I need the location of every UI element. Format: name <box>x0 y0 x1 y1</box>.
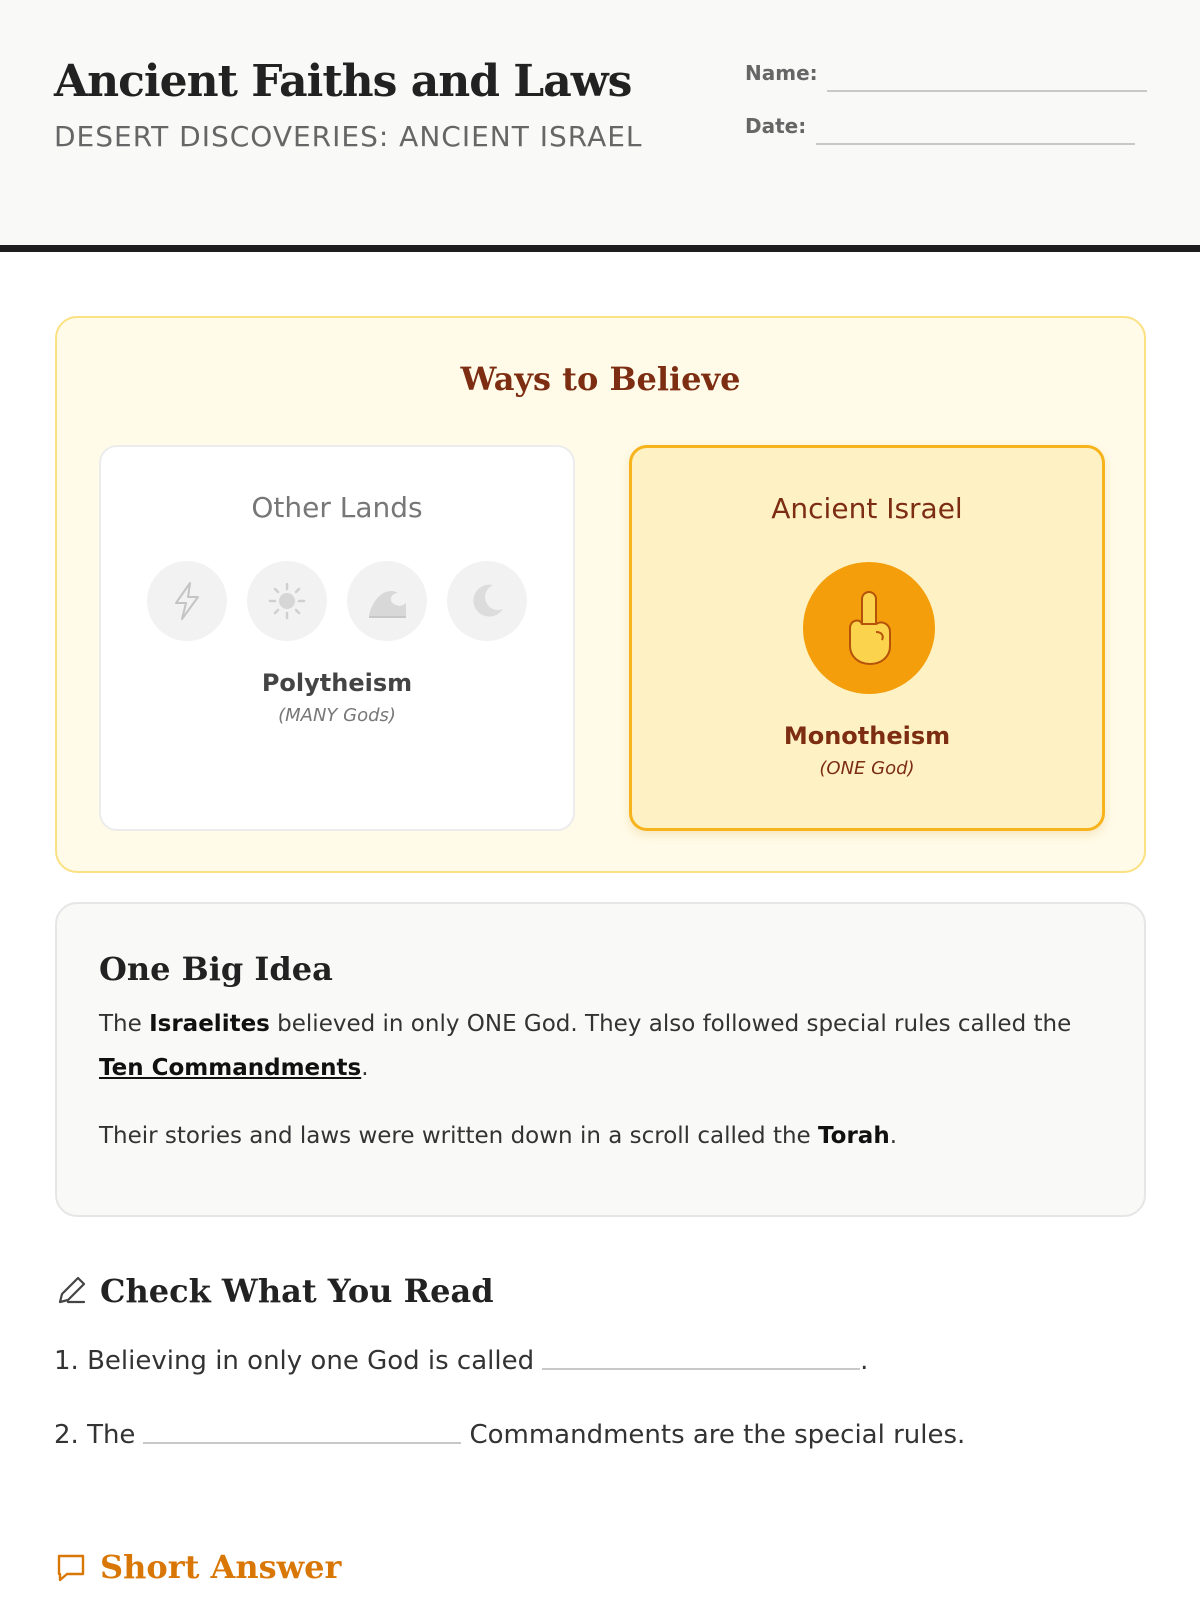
page-subtitle: DESERT DISCOVERIES: ANCIENT ISRAEL <box>54 120 643 153</box>
big-idea-paragraph-2 <box>99 1114 1109 1158</box>
short-answer-title <box>54 1548 341 1586</box>
ways-title: Ways to Believe <box>460 360 741 398</box>
polytheism-card <box>99 445 575 831</box>
polytheism-sublabel: (MANY Gods) <box>278 705 396 726</box>
israelites-term: Israelites <box>149 1011 270 1037</box>
big-idea-panel <box>55 902 1146 1217</box>
question-1 <box>54 1346 868 1376</box>
speech-bubble-icon <box>54 1550 88 1584</box>
check-title-text: Check What You Read <box>100 1272 494 1310</box>
monotheism-card <box>629 445 1105 831</box>
pencil-icon <box>54 1274 88 1308</box>
name-label: Name: <box>745 61 818 85</box>
text-run: . <box>889 1123 898 1149</box>
question-2 <box>54 1420 965 1450</box>
pointing-up-hand-icon <box>803 562 935 694</box>
page-title: Ancient Faiths and Laws <box>54 56 632 107</box>
question-1-blank[interactable] <box>542 1368 860 1370</box>
question-1-text: 1. Believing in only one God is called <box>54 1346 535 1376</box>
moon-icon <box>447 561 527 641</box>
ten-commandments-term: Ten Commandments <box>99 1055 362 1081</box>
big-idea-paragraph-1 <box>99 1002 1109 1090</box>
wave-icon <box>347 561 427 641</box>
short-answer-text: Short Answer <box>100 1548 342 1586</box>
question-2-text: 2. The <box>54 1420 136 1450</box>
polytheism-label: Polytheism <box>261 669 413 697</box>
question-2-end: Commandments are the special rules. <box>469 1420 966 1450</box>
big-idea-title: One Big Idea <box>99 950 333 988</box>
other-lands-title: Other Lands <box>251 491 423 524</box>
question-1-end: . <box>860 1346 869 1376</box>
lightning-icon <box>147 561 227 641</box>
sun-icon <box>247 561 327 641</box>
text-run: . <box>361 1055 369 1081</box>
text-run: believed in only ONE God. They also followed special rules called the <box>269 1011 1072 1037</box>
worksheet-header <box>0 0 1200 252</box>
date-field[interactable] <box>816 143 1135 145</box>
date-label: Date: <box>745 114 807 138</box>
ancient-israel-title: Ancient Israel <box>771 492 963 525</box>
question-2-blank[interactable] <box>143 1442 461 1444</box>
monotheism-sublabel: (ONE God) <box>819 758 915 779</box>
check-section-title <box>54 1272 494 1310</box>
name-field[interactable] <box>827 90 1147 92</box>
text-run: The <box>99 1011 150 1037</box>
monotheism-label: Monotheism <box>783 722 951 750</box>
text-run: Their stories and laws were written down in a scroll called the <box>99 1123 819 1149</box>
ways-to-believe-panel <box>55 316 1146 873</box>
torah-term: Torah <box>818 1123 890 1149</box>
